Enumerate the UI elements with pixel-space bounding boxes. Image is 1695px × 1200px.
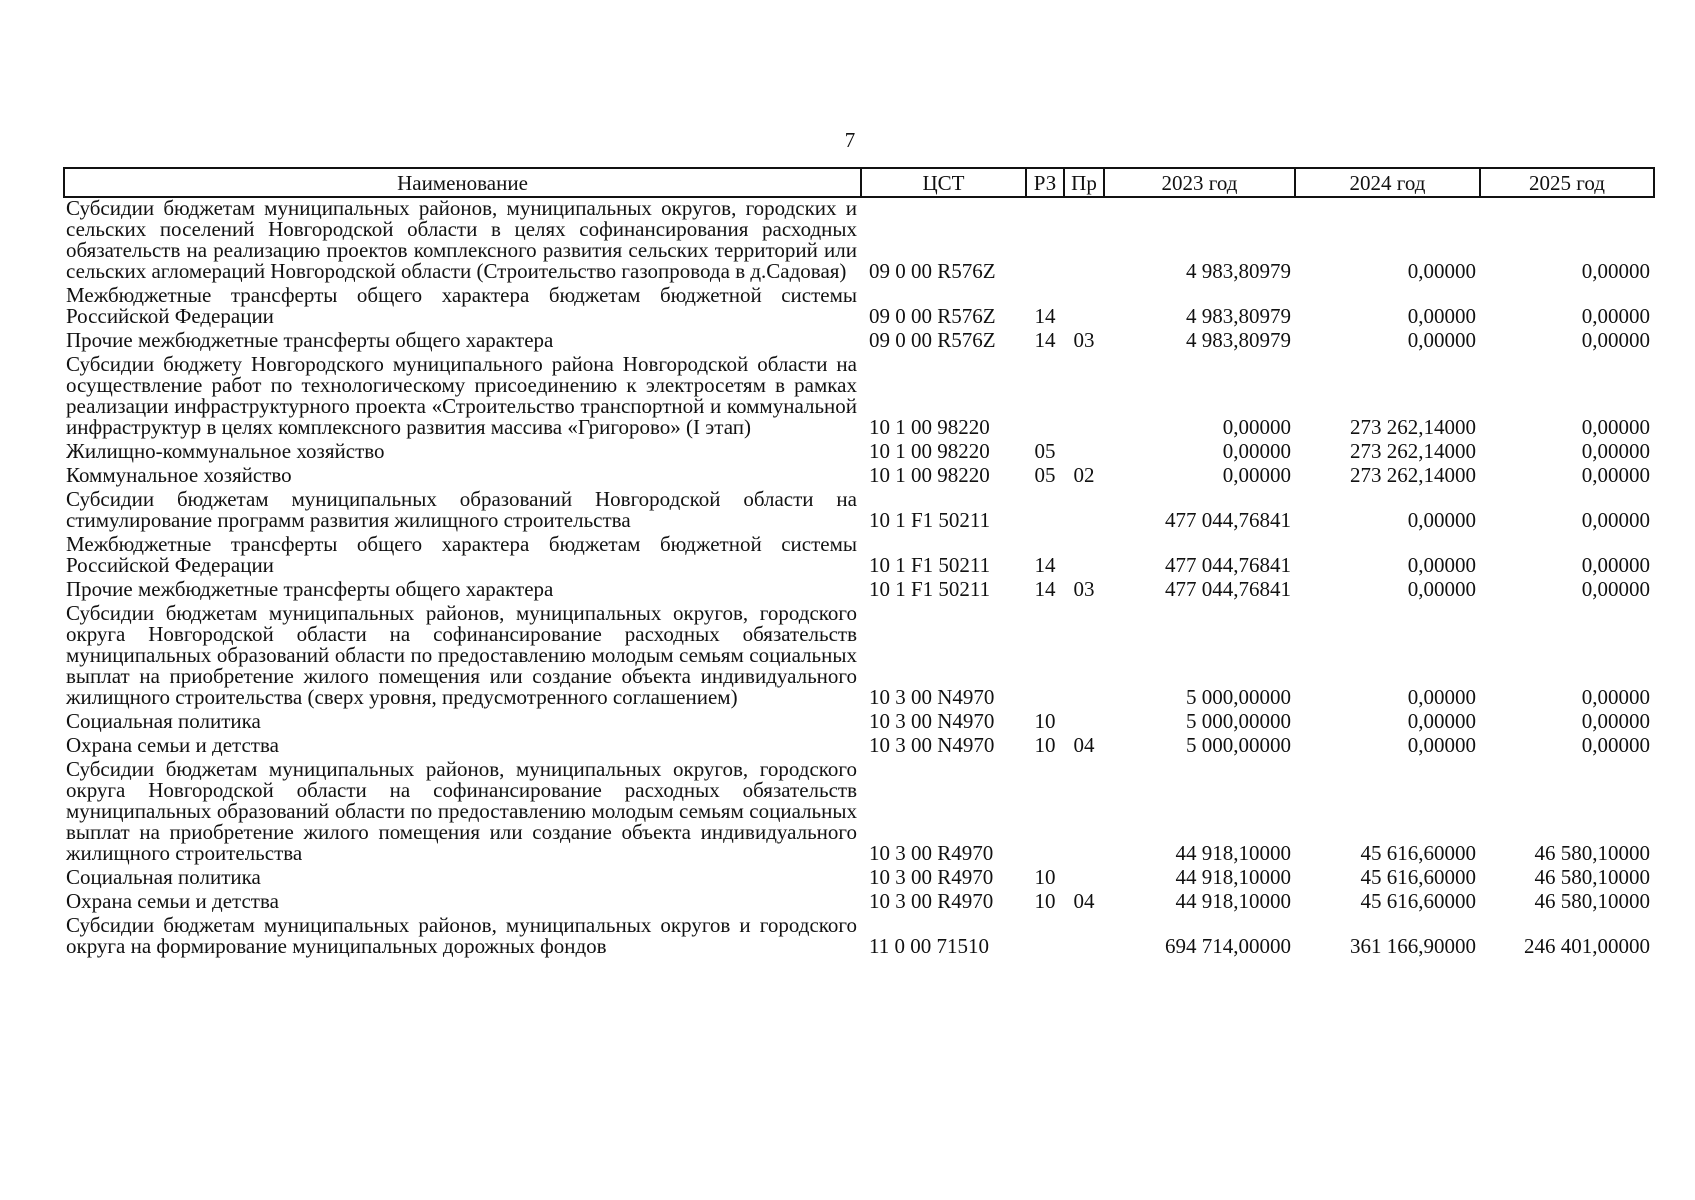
row-cst: 10 1 F1 50211 — [869, 508, 991, 532]
row-rz: 10 — [1034, 889, 1056, 913]
row-rz: 10 — [1034, 865, 1056, 889]
row-pr: 04 — [1073, 889, 1095, 913]
table-row — [64, 330, 1654, 354]
table-row — [64, 354, 1654, 441]
row-cst: 10 1 F1 50211 — [869, 577, 991, 601]
row-cst: 09 0 00 R576Z — [869, 259, 996, 283]
table-row — [64, 534, 1654, 579]
table-row — [64, 891, 1654, 915]
row-2024: 0,00000 — [1407, 733, 1476, 757]
row-pr — [1064, 867, 1104, 891]
table-row — [64, 735, 1654, 759]
row-2024: 273 262,14000 — [1350, 439, 1476, 463]
row-2025: 0,00000 — [1581, 733, 1650, 757]
page-number: 7 — [844, 128, 856, 152]
row-name: Субсидии бюджетам муниципальных районов, муниципальных округов, городского округа Новгородской области на софинансирование расходных обязательств муниципальных образований области по предоставлению молодым семьям социальных выплат на приобретение жилого помещения или создание объекта индивидуального жилищного строительства — [66, 757, 857, 865]
row-2024: 0,00000 — [1407, 553, 1476, 577]
header-2024: 2024 год — [1295, 168, 1480, 197]
row-pr — [1064, 354, 1104, 441]
row-name: Субсидии бюджетам муниципальных районов, муниципальных округов, городских и сельских поселений Новгородской области в целях софинансирования расходных обязательств на реализацию проектов комплексного развития сельских территорий или сельских агломераций Новгородской области (Строительство газопровода в д.Садовая) — [66, 196, 857, 283]
row-pr: 04 — [1073, 733, 1095, 757]
table-row — [64, 489, 1654, 534]
row-name: Межбюджетные трансферты общего характера бюджетам бюджетной системы Российской Федерации — [66, 283, 857, 328]
row-2023: 44 918,10000 — [1175, 889, 1291, 913]
table-row — [64, 285, 1654, 330]
row-2025: 46 580,10000 — [1534, 841, 1650, 865]
row-cst: 10 1 00 98220 — [869, 415, 990, 439]
row-cst: 10 1 F1 50211 — [869, 553, 991, 577]
row-rz — [1026, 197, 1064, 285]
row-2025: 0,00000 — [1581, 304, 1650, 328]
row-name: Коммунальное хозяйство — [66, 463, 292, 487]
row-pr: 03 — [1073, 328, 1095, 352]
table-row — [64, 197, 1654, 285]
row-name: Субсидии бюджету Новгородского муниципального района Новгородской области на осуществление работ по технологическому присоединению к электросетям в рамках реализации инфраструктурного проекта «Строительство транспортной и коммунальной инфраструктур в целях комплексного развития массива «Григорово» (I этап) — [66, 352, 857, 439]
row-rz — [1026, 603, 1064, 711]
row-name: Охрана семьи и детства — [66, 733, 279, 757]
row-2023: 4 983,80979 — [1186, 328, 1291, 352]
table-row — [64, 759, 1654, 867]
row-rz: 14 — [1034, 577, 1056, 601]
row-2024: 273 262,14000 — [1350, 415, 1476, 439]
row-2024: 45 616,60000 — [1360, 865, 1476, 889]
row-rz: 10 — [1034, 733, 1056, 757]
table-row — [64, 579, 1654, 603]
row-2025: 246 401,00000 — [1524, 934, 1650, 958]
row-pr — [1064, 915, 1104, 960]
row-name: Прочие межбюджетные трансферты общего характера — [66, 577, 554, 601]
row-2024: 0,00000 — [1407, 577, 1476, 601]
table-row — [64, 915, 1654, 960]
budget-table — [63, 167, 1655, 960]
table-header-row — [64, 168, 1654, 197]
row-rz — [1026, 489, 1064, 534]
row-2025: 0,00000 — [1581, 463, 1650, 487]
header-2025: 2025 год — [1480, 168, 1654, 197]
row-rz: 14 — [1034, 328, 1056, 352]
row-2024: 361 166,90000 — [1350, 934, 1476, 958]
header-2023: 2023 год — [1104, 168, 1295, 197]
row-2023: 44 918,10000 — [1175, 865, 1291, 889]
row-2023: 477 044,76841 — [1165, 553, 1291, 577]
table-row — [64, 711, 1654, 735]
row-pr — [1064, 711, 1104, 735]
header-cst: ЦСТ — [861, 168, 1026, 197]
row-2023: 477 044,76841 — [1165, 577, 1291, 601]
row-2023: 0,00000 — [1222, 463, 1291, 487]
row-2025: 0,00000 — [1581, 709, 1650, 733]
table-row — [64, 441, 1654, 465]
row-2025: 0,00000 — [1581, 553, 1650, 577]
row-2024: 0,00000 — [1407, 709, 1476, 733]
row-2025: 0,00000 — [1581, 685, 1650, 709]
row-cst: 10 3 00 N4970 — [869, 733, 995, 757]
row-pr — [1064, 534, 1104, 579]
table-row — [64, 867, 1654, 891]
row-2023: 0,00000 — [1222, 415, 1291, 439]
row-2023: 5 000,00000 — [1186, 709, 1291, 733]
row-2025: 0,00000 — [1581, 577, 1650, 601]
row-2025: 0,00000 — [1581, 508, 1650, 532]
row-name: Межбюджетные трансферты общего характера бюджетам бюджетной системы Российской Федерации — [66, 532, 857, 577]
row-2023: 5 000,00000 — [1186, 685, 1291, 709]
row-cst: 10 3 00 N4970 — [869, 709, 995, 733]
header-name: Наименование — [64, 168, 861, 197]
row-2025: 0,00000 — [1581, 259, 1650, 283]
row-cst: 10 3 00 R4970 — [869, 865, 994, 889]
row-name: Жилищно-коммунальное хозяйство — [66, 439, 385, 463]
row-rz — [1026, 915, 1064, 960]
row-2023: 4 983,80979 — [1186, 304, 1291, 328]
row-rz: 05 — [1034, 463, 1056, 487]
row-rz: 14 — [1034, 553, 1056, 577]
row-rz: 10 — [1034, 709, 1056, 733]
row-2025: 0,00000 — [1581, 328, 1650, 352]
row-2024: 0,00000 — [1407, 304, 1476, 328]
row-cst: 09 0 00 R576Z — [869, 328, 996, 352]
header-rz: РЗ — [1026, 168, 1064, 197]
row-cst: 09 0 00 R576Z — [869, 304, 996, 328]
row-cst: 10 3 00 R4970 — [869, 841, 994, 865]
table-row — [64, 603, 1654, 711]
row-rz: 05 — [1034, 439, 1056, 463]
row-2024: 0,00000 — [1407, 328, 1476, 352]
row-cst: 11 0 00 71510 — [869, 934, 989, 958]
row-2023: 0,00000 — [1222, 439, 1291, 463]
row-2024: 0,00000 — [1407, 259, 1476, 283]
row-cst: 10 3 00 R4970 — [869, 889, 994, 913]
row-2025: 46 580,10000 — [1534, 889, 1650, 913]
row-name: Охрана семьи и детства — [66, 889, 279, 913]
row-cst: 10 3 00 N4970 — [869, 685, 995, 709]
row-2023: 44 918,10000 — [1175, 841, 1291, 865]
row-pr: 02 — [1073, 463, 1095, 487]
row-pr — [1064, 603, 1104, 711]
row-2024: 273 262,14000 — [1350, 463, 1476, 487]
row-pr: 03 — [1073, 577, 1095, 601]
row-pr — [1064, 441, 1104, 465]
row-2025: 46 580,10000 — [1534, 865, 1650, 889]
row-2025: 0,00000 — [1581, 439, 1650, 463]
row-name: Субсидии бюджетам муниципальных образований Новгородской области на стимулирование программ развития жилищного строительства — [66, 487, 857, 532]
header-pr: Пр — [1064, 168, 1104, 197]
row-2023: 5 000,00000 — [1186, 733, 1291, 757]
row-2024: 45 616,60000 — [1360, 889, 1476, 913]
row-name: Субсидии бюджетам муниципальных районов, муниципальных округов и городского округа на формирование муниципальных дорожных фондов — [66, 913, 857, 958]
row-cst: 10 1 00 98220 — [869, 463, 990, 487]
row-rz — [1026, 354, 1064, 441]
row-2023: 477 044,76841 — [1165, 508, 1291, 532]
row-pr — [1064, 489, 1104, 534]
row-2024: 0,00000 — [1407, 508, 1476, 532]
row-cst: 10 1 00 98220 — [869, 439, 990, 463]
row-2023: 4 983,80979 — [1186, 259, 1291, 283]
row-2024: 45 616,60000 — [1360, 841, 1476, 865]
row-pr — [1064, 759, 1104, 867]
row-2025: 0,00000 — [1581, 415, 1650, 439]
table-row — [64, 465, 1654, 489]
row-name: Социальная политика — [66, 865, 261, 889]
row-2024: 0,00000 — [1407, 685, 1476, 709]
row-pr — [1064, 197, 1104, 285]
row-name: Прочие межбюджетные трансферты общего характера — [66, 328, 554, 352]
row-rz — [1026, 759, 1064, 867]
row-name: Социальная политика — [66, 709, 261, 733]
row-pr — [1064, 285, 1104, 330]
row-rz: 14 — [1034, 304, 1056, 328]
row-name: Субсидии бюджетам муниципальных районов, муниципальных округов, городского округа Новгородской области на софинансирование расходных обязательств муниципальных образований области по предоставлению молодым семьям социальных выплат на приобретение жилого помещения или создание объекта индивидуального жилищного строительства (сверх уровня, предусмотренного соглашением) — [66, 601, 857, 709]
row-2023: 694 714,00000 — [1165, 934, 1291, 958]
